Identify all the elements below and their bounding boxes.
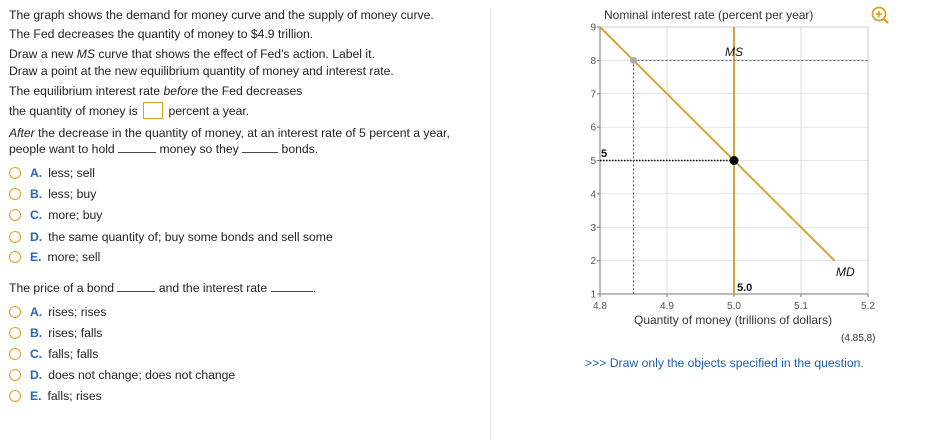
before-italic: before — [163, 84, 199, 98]
x-tick-label: 5.0 — [727, 301, 741, 312]
text: bonds. — [281, 142, 319, 156]
y-tick-label: 3 — [590, 222, 596, 234]
option-letter: D. — [30, 230, 43, 244]
zoom-in-icon[interactable] — [871, 6, 889, 24]
y-tick-label: 7 — [590, 89, 596, 101]
option-letter: E. — [30, 389, 42, 403]
option-text: rises; rises — [48, 305, 107, 319]
instruction-note: >>> Draw only the objects specified in the question. — [585, 356, 864, 370]
equilibrium-quantity-label: 5.0 — [737, 282, 753, 294]
y-tick-label: 1 — [590, 289, 596, 301]
x-tick-label: 4.9 — [660, 301, 674, 312]
after-italic: After — [9, 126, 35, 140]
y-axis-label: Nominal interest rate (percent per year) — [604, 8, 814, 22]
md-curve-handle — [630, 57, 637, 64]
text: people want to hold — [9, 142, 115, 156]
option-letter: B. — [30, 326, 43, 340]
text: Draw a new — [9, 47, 77, 61]
option-letter: C. — [30, 208, 43, 222]
md-curve-label: MD — [836, 265, 855, 279]
option-letter: B. — [30, 187, 43, 201]
option-text: more; buy — [48, 208, 103, 222]
y-tick-label: 9 — [590, 22, 596, 34]
option-letter: A. — [30, 305, 43, 319]
y-tick-label: 2 — [590, 256, 596, 268]
text: the Fed decreases — [198, 84, 303, 98]
text: the decrease in the quantity of money, at an interest rate of 5 percent a year, — [34, 126, 450, 140]
option-letter: C. — [30, 347, 43, 361]
text: The equilibrium interest rate — [9, 84, 164, 98]
question-line-2: The Fed decreases the quantity of money to $4.9 trillion. — [9, 27, 314, 41]
x-tick-label: 5.1 — [794, 301, 808, 312]
option-text: falls; falls — [48, 347, 99, 361]
option-letter: D. — [30, 368, 43, 382]
option-letter: A. — [30, 166, 43, 180]
ms-italic: MS — [76, 47, 96, 61]
text: . — [312, 281, 316, 295]
text: the quantity of money is — [9, 104, 142, 118]
y-tick-label: 8 — [590, 55, 596, 67]
text: and the interest rate — [158, 281, 268, 295]
x-tick-label: 5.2 — [861, 301, 875, 312]
ms-curve-label: MS — [725, 45, 743, 59]
question-line-4: Draw a point at the new equilibrium quantity of money and interest rate. — [9, 64, 394, 78]
option-text: more; sell — [47, 250, 101, 264]
option-text: rises; falls — [48, 326, 103, 340]
y-tick-label: 5 — [590, 156, 596, 167]
question-line-1: The graph shows the demand for money curve and the supply of money curve. — [9, 8, 434, 22]
option-text: less; sell — [48, 166, 95, 180]
option-text: the same quantity of; buy some bonds and sell some — [48, 230, 333, 244]
option-text: does not change; does not change — [48, 368, 236, 382]
text: The price of a bond — [9, 281, 115, 295]
y-tick-label: 4 — [590, 189, 596, 201]
x-tick-label: 4.8 — [593, 301, 607, 312]
text: percent a year. — [165, 104, 250, 118]
text: money so they — [159, 142, 239, 156]
y-tick-label: 6 — [590, 122, 596, 134]
text: curve that shows the effect of Fed's action. Label it. — [95, 47, 375, 61]
coordinate-readout: (4.85,8) — [841, 333, 876, 344]
option-text: falls; rises — [47, 389, 102, 403]
equilibrium-point — [730, 156, 739, 165]
option-letter: E. — [30, 250, 42, 264]
option-text: less; buy — [48, 187, 97, 201]
equilibrium-rate-label: 5 — [601, 148, 608, 160]
x-axis-label: Quantity of money (trillions of dollars) — [634, 313, 833, 327]
